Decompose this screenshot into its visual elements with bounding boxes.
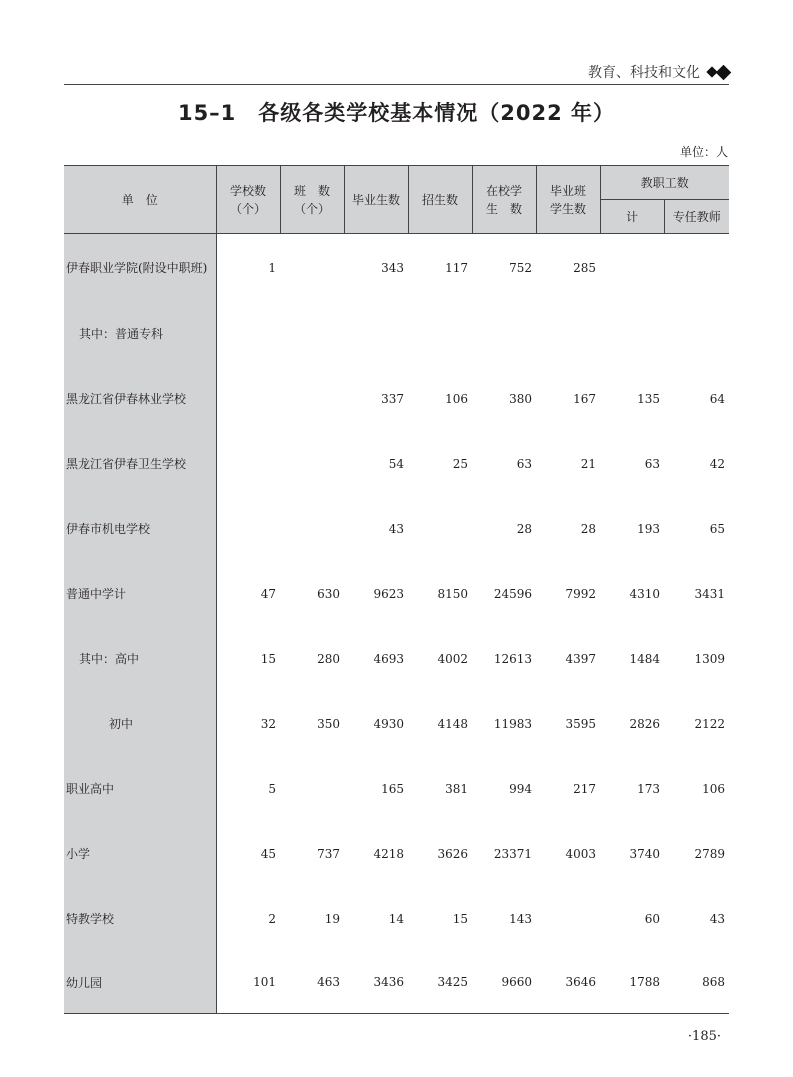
cell-staff: 135 — [637, 391, 660, 406]
cell-schools: 5 — [268, 781, 276, 796]
header-rule — [64, 84, 729, 85]
cell-classes: 280 — [317, 651, 340, 666]
table-row — [64, 886, 729, 951]
cell-graduates: 165 — [381, 781, 404, 796]
cell-enrollment: 381 — [445, 781, 468, 796]
cell-graduating: 4003 — [565, 846, 596, 861]
cell-teachers: 2789 — [694, 846, 726, 861]
row-unit: 伊春职业学院(附设中职班) — [64, 234, 216, 302]
header-class-count-unit: （个） — [293, 201, 330, 216]
table-row — [64, 301, 729, 366]
table-row — [64, 821, 729, 886]
header-school-count-label: 学校数 — [229, 183, 266, 198]
header-enrollment: 招生数 — [408, 166, 472, 234]
cell-classes: 19 — [324, 911, 340, 926]
cell-graduates: 4930 — [373, 716, 404, 731]
cell-graduating: 21 — [580, 456, 596, 471]
cell-graduates: 343 — [381, 260, 404, 275]
cell-schools: 1 — [268, 260, 276, 275]
cell-graduates: 4693 — [373, 651, 404, 666]
table-row — [64, 756, 729, 821]
cell-classes: 630 — [317, 586, 340, 601]
row-unit: 职业高中 — [64, 756, 216, 821]
cell-classes — [280, 496, 344, 561]
header-class-count — [280, 166, 344, 234]
cell-enrollment: 3626 — [437, 846, 468, 861]
table-row — [64, 951, 729, 1014]
cell-teachers: 1309 — [694, 651, 726, 666]
cell-teachers: 43 — [709, 911, 726, 926]
school-stats-table — [64, 165, 729, 1014]
header-staff-total: 计 — [600, 200, 664, 234]
row-unit: 特教学校 — [64, 886, 216, 951]
cell-staff: 63 — [644, 456, 660, 471]
cell-classes: 737 — [317, 846, 340, 861]
cell-classes — [280, 301, 344, 366]
cell-teachers: 42 — [709, 456, 726, 471]
cell-classes — [280, 756, 344, 821]
cell-schools: 45 — [260, 846, 276, 861]
row-unit: 普通中学计 — [64, 561, 216, 626]
double-diamond-icon — [708, 67, 729, 78]
cell-teachers: 868 — [664, 951, 729, 1014]
cell-in-school: 143 — [509, 911, 532, 926]
cell-in-school: 28 — [516, 521, 532, 536]
table-row — [64, 691, 729, 756]
cell-in-school: 11983 — [493, 716, 532, 731]
row-unit: 小学 — [64, 821, 216, 886]
header-staff-teachers: 专任教师 — [664, 200, 729, 234]
header-graduating-line2: 学生数 — [549, 201, 586, 216]
cell-enrollment: 117 — [445, 260, 468, 275]
cell-staff: 173 — [637, 781, 660, 796]
header-school-count — [216, 166, 280, 234]
cell-graduating: 7992 — [565, 586, 596, 601]
cell-teachers: 65 — [709, 521, 726, 536]
row-unit: 伊春市机电学校 — [64, 496, 216, 561]
row-unit: 幼儿园 — [64, 951, 216, 1014]
cell-in-school: 9660 — [472, 951, 536, 1014]
header-staff: 教职工数 — [600, 166, 729, 200]
cell-graduating: 28 — [580, 521, 596, 536]
header-graduates: 毕业生数 — [344, 166, 408, 234]
cell-in-school: 752 — [509, 260, 532, 275]
cell-graduates: 43 — [388, 521, 404, 536]
row-unit: 黑龙江省伊春卫生学校 — [64, 431, 216, 496]
header-in-school-line2: 生 数 — [485, 201, 522, 216]
cell-classes — [280, 366, 344, 431]
cell-in-school: 12613 — [493, 651, 532, 666]
cell-teachers — [664, 234, 729, 302]
header-in-school — [472, 166, 536, 234]
cell-enrollment — [408, 301, 472, 366]
cell-staff — [600, 234, 664, 302]
cell-schools — [216, 366, 280, 431]
cell-staff: 4310 — [629, 586, 660, 601]
cell-staff — [600, 301, 664, 366]
cell-classes — [280, 234, 344, 302]
cell-enrollment: 15 — [452, 911, 468, 926]
cell-enrollment: 8150 — [437, 586, 468, 601]
cell-graduates — [344, 301, 408, 366]
row-unit: 黑龙江省伊春林业学校 — [64, 366, 216, 431]
cell-in-school — [472, 301, 536, 366]
header-graduating — [536, 166, 600, 234]
header-class-count-label: 班 数 — [293, 183, 330, 198]
header-unit: 单 位 — [64, 166, 216, 234]
cell-graduates: 54 — [388, 456, 404, 471]
cell-graduating: 4397 — [565, 651, 596, 666]
cell-graduating — [536, 886, 600, 951]
cell-enrollment: 4002 — [437, 651, 468, 666]
cell-staff: 1484 — [629, 651, 660, 666]
cell-in-school: 24596 — [493, 586, 532, 601]
cell-graduating: 3646 — [536, 951, 600, 1014]
cell-graduates: 3436 — [344, 951, 408, 1014]
cell-teachers: 2122 — [694, 716, 726, 731]
cell-schools — [216, 431, 280, 496]
header-in-school-line1: 在校学 — [485, 183, 522, 198]
row-unit: 初中 — [64, 691, 216, 756]
cell-staff: 1788 — [600, 951, 664, 1014]
cell-staff: 3740 — [629, 846, 660, 861]
table-row — [64, 626, 729, 691]
cell-graduates: 4218 — [373, 846, 404, 861]
header-school-count-unit: （个） — [229, 201, 266, 216]
cell-enrollment: 4148 — [437, 716, 468, 731]
cell-graduating: 167 — [573, 391, 596, 406]
cell-graduates: 14 — [388, 911, 404, 926]
cell-staff: 2826 — [629, 716, 660, 731]
table-row — [64, 496, 729, 561]
cell-enrollment: 3425 — [408, 951, 472, 1014]
cell-graduating — [536, 301, 600, 366]
table-row — [64, 431, 729, 496]
table-row — [64, 561, 729, 626]
page-number: ·185· — [687, 1029, 721, 1044]
cell-enrollment: 106 — [445, 391, 468, 406]
page-title: 15–1 各级各类学校基本情况（2022 年） — [177, 101, 616, 125]
cell-classes — [280, 431, 344, 496]
cell-graduating: 3595 — [565, 716, 596, 731]
cell-graduating: 285 — [573, 260, 596, 275]
cell-in-school: 63 — [516, 456, 532, 471]
cell-graduating: 217 — [573, 781, 596, 796]
cell-classes: 463 — [280, 951, 344, 1014]
cell-schools: 32 — [260, 716, 276, 731]
cell-in-school: 380 — [509, 391, 532, 406]
header-graduating-line1: 毕业班 — [549, 183, 586, 198]
row-unit: 其中：普通专科 — [64, 301, 216, 366]
cell-in-school: 994 — [509, 781, 532, 796]
cell-graduates: 337 — [381, 391, 404, 406]
cell-graduates: 9623 — [373, 586, 404, 601]
cell-classes: 350 — [317, 716, 340, 731]
cell-schools: 2 — [268, 911, 276, 926]
cell-enrollment — [408, 496, 472, 561]
table-row — [64, 366, 729, 431]
unit-label: 单位：人 — [679, 145, 728, 159]
cell-teachers — [664, 301, 729, 366]
row-unit: 其中：高中 — [64, 626, 216, 691]
cell-enrollment: 25 — [452, 456, 468, 471]
running-header — [588, 62, 729, 82]
cell-schools: 47 — [260, 586, 276, 601]
cell-teachers: 106 — [702, 781, 726, 796]
cell-staff: 193 — [637, 521, 660, 536]
cell-teachers: 64 — [709, 391, 726, 406]
cell-teachers: 3431 — [694, 586, 726, 601]
cell-schools — [216, 496, 280, 561]
cell-in-school: 23371 — [493, 846, 532, 861]
table-row — [64, 234, 729, 302]
cell-schools: 15 — [260, 651, 276, 666]
running-header-text: 教育、科技和文化 — [588, 65, 700, 81]
cell-staff: 60 — [644, 911, 660, 926]
large-diamond-icon — [716, 64, 732, 80]
cell-schools: 101 — [216, 951, 280, 1014]
cell-schools — [216, 301, 280, 366]
